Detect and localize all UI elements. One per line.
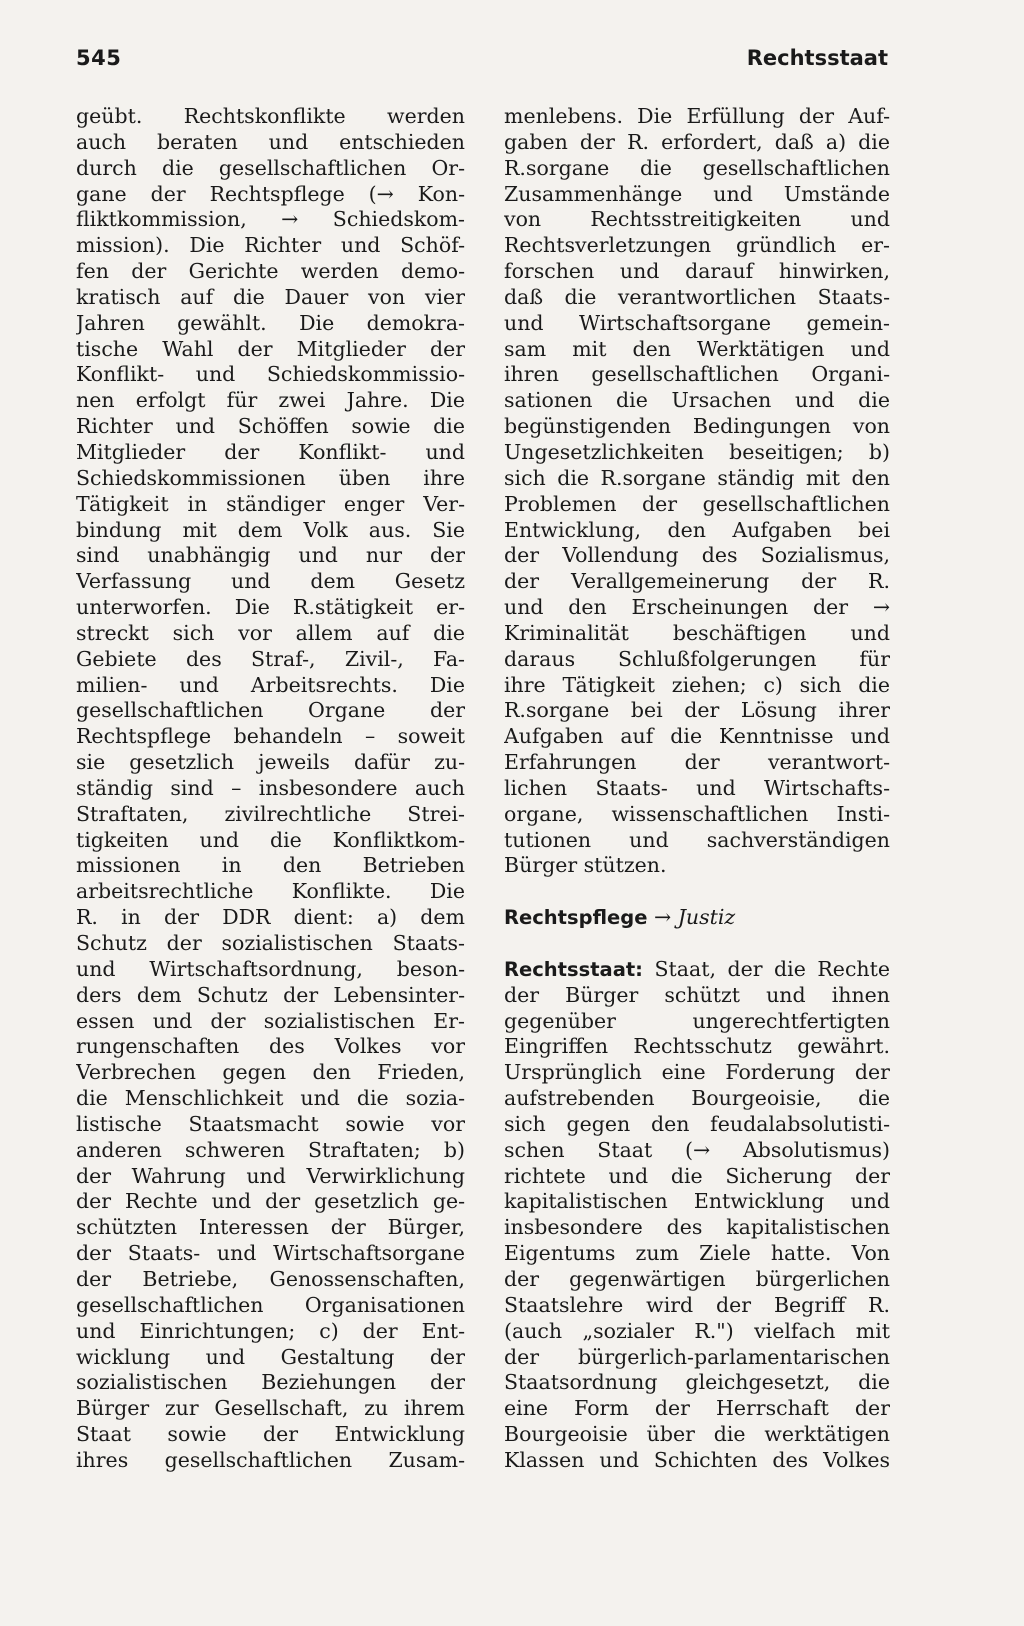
- text-line: Eingriffen Rechtsschutz gewährt.: [504, 1034, 890, 1059]
- text-line: (auch „sozialer R.") vielfach mit: [504, 1318, 890, 1343]
- text-line: essen und der sozialistischen Er-: [76, 1008, 465, 1033]
- text-line: der gegenwärtigen bürgerlichen: [504, 1266, 890, 1291]
- text-line: Erfahrungen der verantwort-: [504, 750, 890, 775]
- text-line: nen erfolgt für zwei Jahre. Die: [76, 388, 465, 413]
- text-line: Klassen und Schichten des Volkes: [504, 1447, 890, 1472]
- text-line: und Wirtschaftsordnung, beson-: [76, 956, 465, 981]
- text-line: sationen die Ursachen und die: [504, 388, 890, 413]
- text-line: gesellschaftlichen Organisationen: [76, 1292, 465, 1317]
- text-line: daraus Schlußfolgerungen für: [504, 646, 890, 671]
- text-line: tutionen und sachverständigen: [504, 827, 890, 852]
- text-line: tische Wahl der Mitglieder der: [76, 336, 465, 361]
- text-line: tigkeiten und die Konfliktkom-: [76, 827, 465, 852]
- text-line: der Vollendung des Sozialismus,: [504, 543, 890, 568]
- text-line: ders dem Schutz der Lebensinter-: [76, 982, 465, 1007]
- text-line: Straftaten, zivilrechtliche Strei-: [76, 801, 465, 826]
- text-line: gaben der R. erfordert, daß a) die: [504, 129, 890, 154]
- text-line: der Bürger schützt und ihnen: [504, 982, 890, 1007]
- text-line: Problemen der gesellschaftlichen: [504, 491, 890, 516]
- text-line: gegenüber ungerechtfertigten: [504, 1008, 890, 1033]
- text-line: mission). Die Richter und Schöf-: [76, 233, 465, 258]
- text-line: Staatslehre wird der Begriff R.: [504, 1292, 890, 1317]
- text-line: eine Form der Herrschaft der: [504, 1396, 890, 1421]
- text-line: forschen und darauf hinwirken,: [504, 259, 890, 284]
- text-line: schützten Interessen der Bürger,: [76, 1215, 465, 1240]
- text-line: die Menschlichkeit und die sozia-: [76, 1086, 465, 1111]
- text-line: streckt sich vor allem auf die: [76, 620, 465, 645]
- text-line: Bürger zur Gesellschaft, zu ihrem: [76, 1396, 465, 1421]
- text-line: R. in der DDR dient: a) dem: [76, 905, 465, 930]
- text-line: wicklung und Gestaltung der: [76, 1344, 465, 1369]
- text-line: und Wirtschaftsorgane gemein-: [504, 310, 890, 335]
- headword-rechtsstaat: Rechtsstaat:: [504, 957, 643, 981]
- text-line: richtete und die Sicherung der: [504, 1163, 890, 1188]
- text-line: Rechtsverletzungen gründlich er-: [504, 233, 890, 258]
- text-line: Bürger stützen.: [504, 853, 667, 878]
- text-line: sich gegen den feudalabsolutisti-: [504, 1111, 890, 1136]
- text-line: lichen Staats- und Wirtschafts-: [504, 775, 890, 800]
- text-line: Eigentums zum Ziele hatte. Von: [504, 1241, 890, 1266]
- text-line: insbesondere des kapitalistischen: [504, 1215, 890, 1240]
- text-line: Mitglieder der Konflikt- und: [76, 439, 465, 464]
- text-line: und den Erscheinungen der →: [504, 595, 890, 620]
- text-line: Ursprünglich eine Forderung der: [504, 1060, 890, 1085]
- text-line: sind unabhängig und nur der: [76, 543, 465, 568]
- text-line: Ungesetzlichkeiten beseitigen; b): [504, 439, 890, 464]
- text-line: der bürgerlich-parlamentarischen: [504, 1344, 890, 1369]
- text-line: Schutz der sozialistischen Staats-: [76, 931, 465, 955]
- text-line: milien- und Arbeitsrechts. Die: [76, 672, 465, 697]
- text-line: ihres gesellschaftlichen Zusam-: [76, 1447, 465, 1472]
- text-line: kapitalistischen Entwicklung und: [504, 1189, 890, 1214]
- text-line: ihre Tätigkeit ziehen; c) sich die: [504, 672, 890, 697]
- entry-rechtsstaat-first-line: [504, 957, 890, 983]
- text-line: R.sorgane bei der Lösung ihrer: [504, 698, 890, 723]
- text-line: sie gesetzlich jeweils dafür zu-: [76, 750, 465, 775]
- text-line: aufstrebenden Bourgeoisie, die: [504, 1086, 890, 1111]
- right-column: [504, 104, 890, 1474]
- entry-rechtspflege: [504, 905, 890, 931]
- text-line: sam mit den Werktätigen und: [504, 336, 890, 361]
- cross-reference-justiz: Justiz: [677, 905, 736, 930]
- text-line: und Einrichtungen; c) der Ent-: [76, 1318, 465, 1343]
- text-line: menlebens. Die Erfüllung der Auf-: [504, 104, 890, 128]
- page-number: 545: [76, 46, 122, 70]
- headword-rechtspflege: Rechtspflege: [504, 906, 648, 930]
- text-line: Tätigkeit in ständiger enger Ver-: [76, 491, 465, 516]
- left-column: [76, 104, 465, 1474]
- text-line: Gebiete des Straf-, Zivil-, Fa-: [76, 646, 465, 671]
- text-line: der Betriebe, Genossenschaften,: [76, 1266, 465, 1291]
- text-line: missionen in den Betrieben: [76, 853, 465, 878]
- text-line: der Rechte und der gesetzlich ge-: [76, 1189, 465, 1214]
- text-line: Konflikt- und Schiedskommissio-: [76, 362, 465, 387]
- text-line: unterworfen. Die R.stätigkeit er-: [76, 595, 465, 620]
- text-line: ständig sind – insbesondere auch: [76, 775, 465, 800]
- text-line: Jahren gewählt. Die demokra-: [76, 310, 465, 335]
- text-line: auch beraten und entschieden: [76, 129, 465, 154]
- text-line: bindung mit dem Volk aus. Sie: [76, 517, 465, 542]
- text-line: Kriminalität beschäftigen und: [504, 620, 890, 645]
- text-line: begünstigenden Bedingungen von: [504, 414, 890, 439]
- definition-start: Staat, der die Rechte: [654, 956, 890, 981]
- text-line: anderen schweren Straftaten; b): [76, 1137, 465, 1162]
- text-line: gane der Rechtspflege (→ Kon-: [76, 181, 465, 206]
- cross-reference-arrow: →: [653, 905, 672, 930]
- text-line: Verfassung und dem Gesetz: [76, 569, 465, 594]
- text-line: ihren gesellschaftlichen Organi-: [504, 362, 890, 387]
- text-line: schen Staat (→ Absolutismus): [504, 1137, 890, 1162]
- text-line: sich die R.sorgane ständig mit den: [504, 465, 890, 490]
- text-line: gesellschaftlichen Organe der: [76, 698, 465, 723]
- text-line: sozialistischen Beziehungen der: [76, 1370, 465, 1395]
- text-line: Richter und Schöffen sowie die: [76, 414, 465, 439]
- text-line: Bourgeoisie über die werktätigen: [504, 1422, 890, 1447]
- text-line: von Rechtsstreitigkeiten und: [504, 207, 890, 232]
- text-line: der Staats- und Wirtschaftsorgane: [76, 1241, 465, 1266]
- text-line: R.sorgane die gesellschaftlichen: [504, 155, 890, 180]
- text-line: Staat sowie der Entwicklung: [76, 1422, 465, 1447]
- text-line: organe, wissenschaftlichen Insti-: [504, 801, 890, 826]
- running-head: Rechtsstaat: [746, 46, 888, 70]
- text-line: rungenschaften des Volkes vor: [76, 1034, 465, 1059]
- text-line: Entwicklung, den Aufgaben bei: [504, 517, 890, 542]
- text-line: der Wahrung und Verwirklichung: [76, 1163, 465, 1188]
- text-line: geübt. Rechtskonflikte werden: [76, 104, 465, 128]
- text-line: der Verallgemeinerung der R.: [504, 569, 890, 594]
- text-line: Zusammenhänge und Umstände: [504, 181, 890, 206]
- text-line: daß die verantwortlichen Staats-: [504, 284, 890, 309]
- text-line: Rechtspflege behandeln – soweit: [76, 724, 465, 749]
- text-line: arbeitsrechtliche Konflikte. Die: [76, 879, 465, 904]
- text-line: fliktkommission, → Schiedskom-: [76, 207, 465, 232]
- page-header: [76, 46, 888, 80]
- text-line: Verbrechen gegen den Frieden,: [76, 1060, 465, 1085]
- text-line: Aufgaben auf die Kenntnisse und: [504, 724, 890, 749]
- text-line: Staatsordnung gleichgesetzt, die: [504, 1370, 890, 1395]
- text-line: durch die gesellschaftlichen Or-: [76, 155, 465, 180]
- text-line: kratisch auf die Dauer von vier: [76, 284, 465, 309]
- entry-rechtsstaat-body: [504, 983, 890, 1474]
- text-line: listische Staatsmacht sowie vor: [76, 1111, 465, 1136]
- continuation-text: [504, 104, 890, 879]
- text-line: fen der Gerichte werden demo-: [76, 259, 465, 284]
- text-line: Schiedskommissionen üben ihre: [76, 465, 465, 490]
